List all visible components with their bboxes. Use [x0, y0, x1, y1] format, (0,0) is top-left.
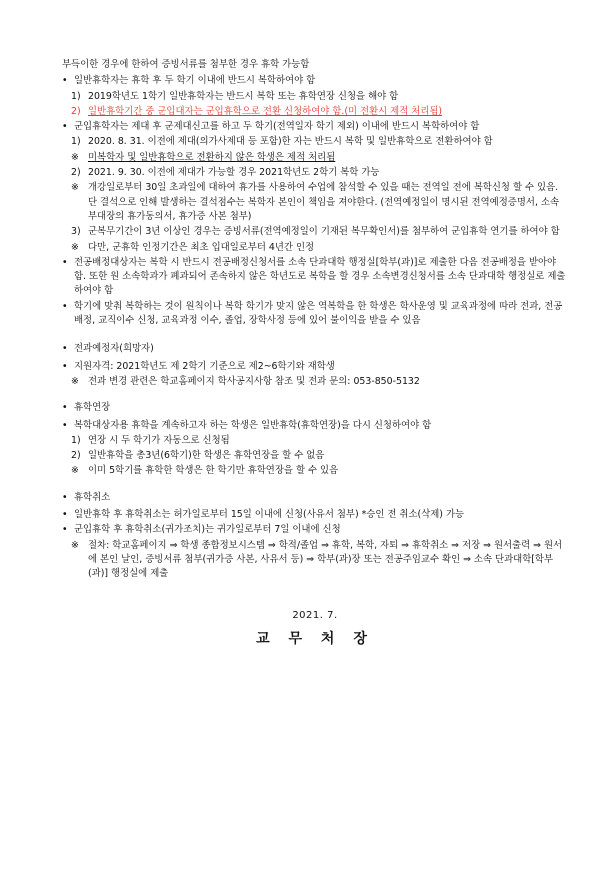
list-marker: 2) [71, 450, 81, 462]
bullet-icon: • [62, 524, 68, 536]
bullet-icon: • [62, 256, 68, 268]
note-marker: ※ [71, 375, 79, 387]
list-item [62, 523, 568, 537]
list-item-text: 군복무기간이 3년 이상인 경우는 증빙서류(전역예정일이 기재된 복무확인서)를 첨부하여 군입휴학 연기를 하여야 함 [88, 226, 560, 238]
note-text: 개강일로부터 30일 초과일에 대하여 휴가를 사용하여 수업에 참석할 수 있을 때는 전역일 전에 복학신청 할 수 있음. 단 결석으로 인해 발생하는 결석점수는 복학자 본인이 책임을 져야한다. (전역예정일이 명시된 전역예정증명서, 소속 부대장의 휴가동의서, 휴가증 사본 첨부) [88, 182, 560, 222]
subsection-title [62, 342, 568, 356]
note-text: 다만, 군휴학 인정기간은 최초 입대일로부터 4년간 인정 [88, 241, 315, 253]
list-marker: 2) [71, 105, 81, 117]
section-heading-text: 학기에 맞춰 복학하는 것이 원칙이나 복학 학기가 맞지 않은 역복학을 한 학생은 학사운영 및 교육과정에 따라 전과, 전공배정, 교직이수 신청, 교육과정 이수, 졸업, 장학사정 등에 있어 불이익을 받을 수 있음 [74, 300, 563, 327]
section-heading-text: 군입휴학자는 제대 후 군제대신고를 하고 두 학기(전역일자 학기 제외) 이내에 반드시 복학하여야 함 [74, 121, 480, 133]
signature-block [62, 608, 568, 650]
list-item [62, 225, 568, 239]
subsection-title-text: 휴학취소 [74, 491, 111, 503]
note-marker: ※ [71, 241, 79, 253]
bullet-icon: • [62, 419, 68, 431]
subsection-transfer-major [62, 342, 568, 389]
note-text: 이미 5학기를 휴학한 학생은 한 학기만 휴학연장을 할 수 있음 [88, 465, 339, 477]
list-item-text: 일반휴학을 총3년(6학기)한 학생은 휴학연장을 할 수 없음 [88, 450, 325, 462]
subsection-title [62, 401, 568, 415]
list-marker: 1) [71, 434, 81, 446]
list-marker: 1) [71, 90, 81, 102]
list-item [62, 105, 568, 119]
list-marker: 1) [71, 136, 81, 148]
list-item-text: 연장 시 두 학기가 자동으로 신청됨 [88, 434, 230, 446]
note-item [62, 464, 568, 478]
bullet-icon: • [62, 402, 68, 414]
bullet-icon: • [62, 121, 68, 133]
list-item-text: 2019학년도 1학기 일반휴학자는 반드시 복학 또는 휴학연장 신청을 해야 함 [88, 90, 399, 102]
section-heading-text: 전공배정대상자는 복학 시 반드시 전공배정신청서를 소속 단과대학 행정실[학부(과)]로 제출한 다음 전공배정을 받아야 함. 또한 원 소속학과가 폐과되어 존속하지 않은 학년도로 복학을 할 경우 소속변경신청서를 소속 단과대학 행정실로 제출하여야 함 [74, 256, 566, 297]
list-item [62, 166, 568, 180]
note-marker: ※ [71, 465, 79, 477]
bullet-icon: • [62, 360, 68, 372]
section-military-leave [62, 120, 568, 255]
list-item [62, 449, 568, 463]
list-item [62, 508, 568, 522]
list-marker: 3) [71, 226, 81, 238]
subsection-title-text: 전과예정자(희망자) [74, 343, 154, 355]
note-marker: ※ [71, 182, 79, 194]
list-item-text: 복학대상자용 휴학을 계속하고자 하는 학생은 일반휴학(휴학연장)을 다시 신청하여야 함 [74, 419, 432, 431]
section-heading-text: 일반휴학자는 휴학 후 두 학기 이내에 반드시 복학하여야 함 [74, 75, 316, 87]
note-item [62, 241, 568, 255]
bullet-icon: • [62, 300, 68, 312]
list-item-text: 2020. 8. 31. 이전에 제대(의가사제대 등 포함)한 자는 반드시 복학 및 일반휴학으로 전환하여야 함 [88, 136, 493, 148]
note-item [62, 539, 568, 582]
bullet-icon: • [62, 509, 68, 521]
subsection-leave-extension [62, 401, 568, 478]
list-item-text: 일반휴학기간 중 군입대자는 군입휴학으로 전환 신청하여야 함.(미 전환시 제적 처리됨) [88, 105, 443, 117]
note-text: 미복학자 및 일반휴학으로 전환하지 않은 학생은 제적 처리됨 [88, 151, 336, 163]
bullet-icon: • [62, 491, 68, 503]
section-heading [62, 256, 568, 299]
note-item [62, 375, 568, 389]
bullet-icon: • [62, 75, 68, 87]
list-item [62, 434, 568, 448]
section-heading [62, 300, 568, 329]
list-item-text: 2021. 9. 30. 이전에 제대가 가능할 경우 2021학년도 2학기 복학 가능 [88, 167, 380, 179]
signature-date: 2021. 7. [292, 609, 338, 621]
note-item [62, 181, 568, 224]
list-item [62, 90, 568, 104]
list-item-text: 군입휴학 후 휴학취소(귀가조치)는 귀가일로부터 7일 이내에 신청 [74, 524, 341, 536]
list-item-text: 일반휴학 후 휴학취소는 허가일로부터 15일 이내에 신청(사유서 첨부) *승인 전 취소(삭제) 가능 [74, 509, 465, 521]
note-marker: ※ [71, 151, 79, 163]
section-heading [62, 120, 568, 134]
signature-title: 교 무 처 장 [256, 630, 374, 647]
subsection-leave-cancel [62, 491, 568, 582]
intro-line: 부득이한 경우에 한하여 증빙서류를 첨부한 경우 휴학 가능함 [62, 59, 310, 70]
list-item-text: 지원자격: 2021학년도 제 2학기 기준으로 제2~6학기와 재학생 [74, 360, 335, 372]
bullet-icon: • [62, 343, 68, 355]
list-item [62, 360, 568, 374]
note-text: 전과 변경 관련은 학교홈페이지 학사공지사항 참조 및 전과 문의: 053-850-5132 [88, 375, 420, 387]
list-item [62, 419, 568, 433]
note-item [62, 151, 568, 165]
note-text: 절차: 학교홈페이지 ⇒ 학생 종합정보시스템 ⇒ 학적/졸업 ⇒ 휴학, 복학, 자퇴 ⇒ 휴학취소 ⇒ 저장 ⇒ 원서출력 ⇒ 원서에 본인 날인, 증빙서류 첨부(귀가증 사본, 사유서 등) ⇒ 학부(과)장 또는 전공주임교수 확인 ⇒ 소속 단과대학[학부(과)] 행정실에 제출 [88, 539, 563, 580]
subsection-title-text: 휴학연장 [74, 402, 111, 414]
section-general-leave [62, 74, 568, 119]
section-semester-mismatch [62, 300, 568, 329]
list-marker: 2) [71, 167, 81, 179]
subsection-title [62, 491, 568, 505]
section-major-assignment [62, 256, 568, 299]
section-heading [62, 74, 568, 88]
note-marker: ※ [71, 539, 79, 551]
list-item [62, 135, 568, 149]
